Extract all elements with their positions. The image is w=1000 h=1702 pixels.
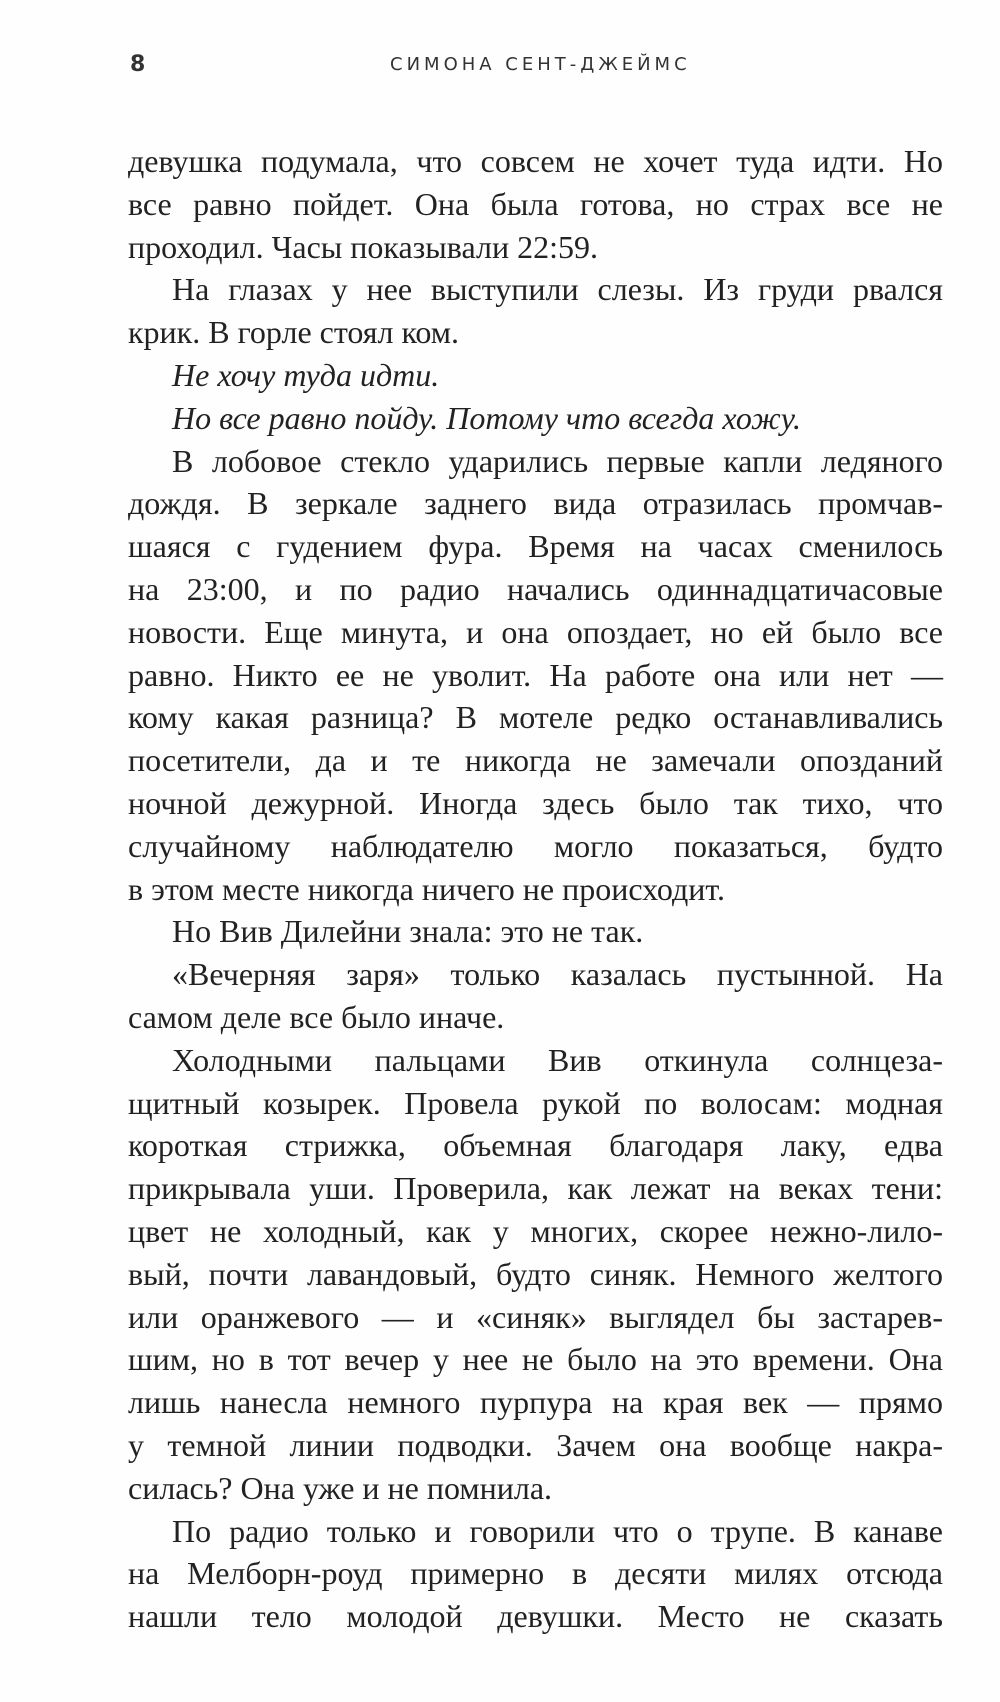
text-line: дождя. В зеркале заднего вида отразилась промчав-	[128, 485, 943, 522]
text-line: крик. В горле стоял ком.	[128, 314, 460, 351]
body-text	[128, 140, 943, 1638]
text-line: шим, но в тот вечер у нее не было на это времени. Она	[128, 1341, 943, 1378]
text-line: или оранжевого — и «синяк» выглядел бы застарев-	[128, 1298, 943, 1335]
text-line: вый, почти лавандовый, будто синяк. Немного желтого	[128, 1255, 943, 1292]
text-line: ночной дежурной. Иногда здесь было так тихо, что	[128, 784, 943, 821]
text-line: девушка подумала, что совсем не хочет туда идти. Но	[128, 143, 943, 179]
running-head-author: СИМОНА СЕНТ-ДЖЕЙМС	[390, 54, 691, 75]
text-line: посетители, да и те никогда не замечали опозданий	[128, 742, 943, 779]
text-line: короткая стрижка, объемная благодаря лаку, едва	[128, 1127, 943, 1164]
text-line: В лобовое стекло ударились первые капли ледяного	[172, 442, 943, 479]
text-line: цвет не холодный, как у многих, скорее нежно-лило-	[128, 1212, 943, 1249]
text-line: случайному наблюдателю могло показаться, будто	[128, 827, 943, 864]
page-number: 8	[130, 52, 146, 77]
text-line: лишь нанесла немного пурпура на края век — прямо	[128, 1384, 943, 1421]
text-line: На глазах у нее выступили слезы. Из груди рвался	[172, 271, 943, 308]
text-line: равно. Никто ее не уволит. На работе она или нет —	[128, 656, 943, 693]
text-line: все равно пойдет. Она была готова, но страх все не	[128, 185, 943, 222]
text-line: прикрывала уши. Проверила, как лежат на веках тени:	[128, 1170, 943, 1207]
text-line: Холодными пальцами Вив откинула солнцеза-	[172, 1041, 943, 1078]
text-line: кому какая разница? В мотеле редко останавливались	[128, 699, 943, 736]
text-line: самом деле все было иначе.	[128, 998, 505, 1035]
text-line: «Вечерняя заря» только казалась пустынной. На	[172, 956, 943, 993]
text-line: щитный козырек. Провела рукой по волосам: модная	[128, 1084, 943, 1121]
text-line: на 23:00, и по радио начались одиннадцатичасовые	[128, 570, 943, 607]
text-line: у темной линии подводки. Зачем она вообще накра-	[128, 1426, 943, 1463]
text-line: Но Вив Дилейни знала: это не так.	[172, 913, 644, 950]
text-line: в этом месте никогда ничего не происходит.	[128, 870, 725, 907]
text-line: новости. Еще минута, и она опоздает, но ей было все	[128, 613, 943, 650]
text-line: силась? Она уже и не помнила.	[128, 1469, 553, 1506]
text-line: на Мелборн-роуд примерно в десяти милях отсюда	[128, 1555, 943, 1592]
text-line-italic: Но все равно пойду. Потому что всегда хожу.	[172, 399, 801, 436]
text-line: шаяся с гудением фура. Время на часах сменилось	[128, 528, 943, 565]
text-line: По радио только и говорили что о трупе. В канаве	[172, 1512, 943, 1549]
text-line-italic: Не хочу туда идти.	[172, 356, 440, 393]
text-line: нашли тело молодой девушки. Место не сказать	[128, 1598, 943, 1635]
text-line: проходил. Часы показывали 22:59.	[128, 228, 598, 265]
